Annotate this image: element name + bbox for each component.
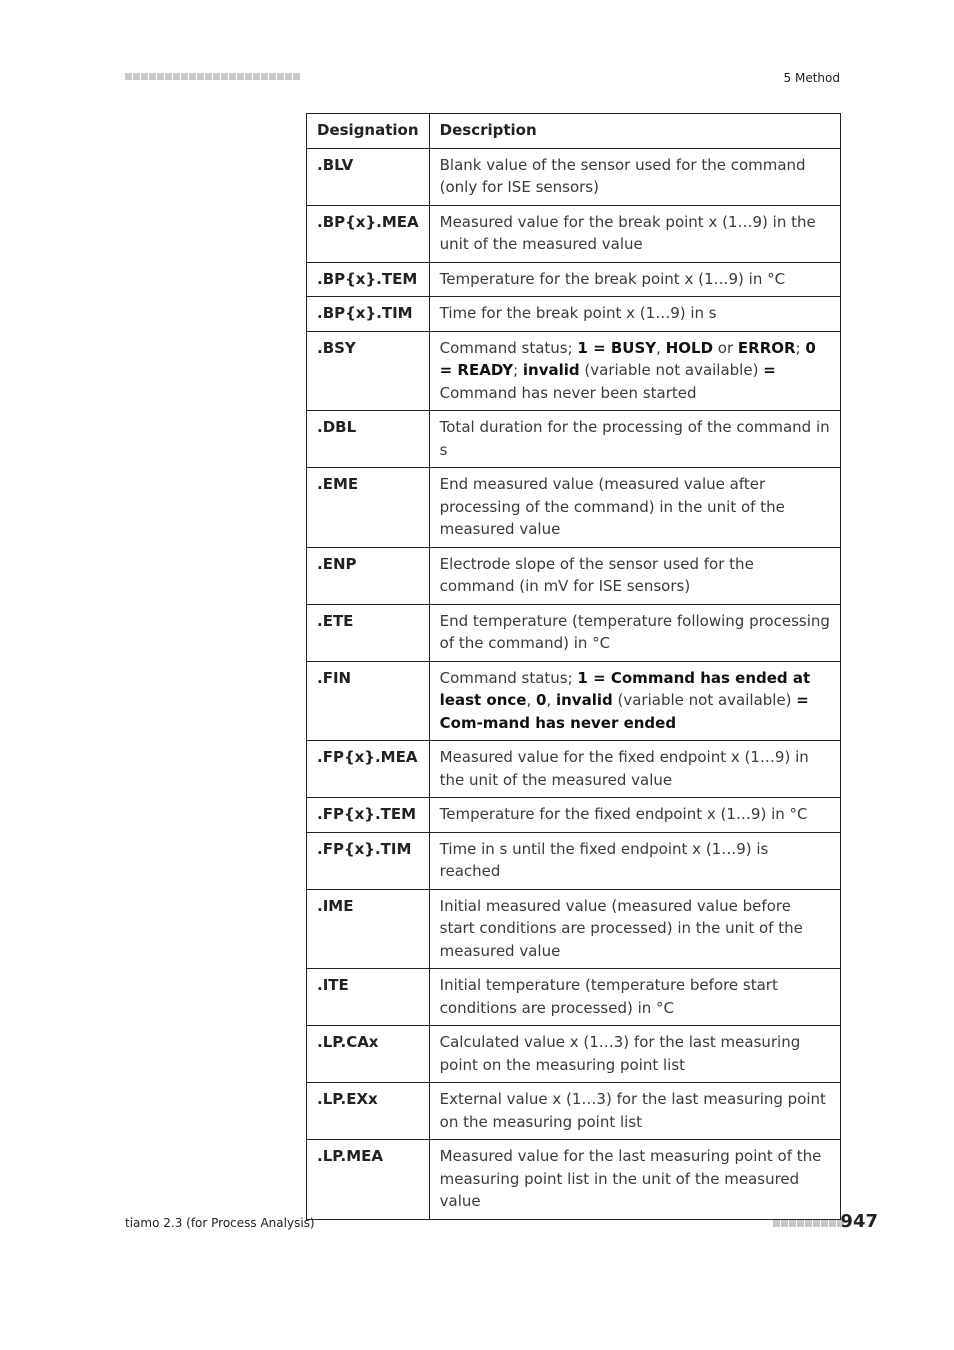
section-title: 5 Method xyxy=(783,71,840,85)
description-cell: Calculated value x (1…3) for the last measuring point on the measuring point list xyxy=(429,1026,840,1083)
designation-cell: .BP{x}.TIM xyxy=(307,297,430,332)
designation-cell: .BP{x}.TEM xyxy=(307,262,430,297)
header-decoration xyxy=(125,73,300,80)
table-row xyxy=(307,205,841,262)
description-cell: Measured value for the fixed endpoint x (1…9) in the unit of the measured value xyxy=(429,741,840,798)
table-row xyxy=(307,661,841,741)
description-cell: Initial measured value (measured value before start conditions are processed) in the unit of the measured value xyxy=(429,889,840,969)
designation-cell: .FP{x}.TEM xyxy=(307,798,430,833)
table-row xyxy=(307,1140,841,1220)
table-row xyxy=(307,148,841,205)
footer-product: tiamo 2.3 (for Process Analysis) xyxy=(125,1216,315,1230)
description-cell: Temperature for the break point x (1…9) in °C xyxy=(429,262,840,297)
table-row xyxy=(307,969,841,1026)
designation-cell: .BP{x}.MEA xyxy=(307,205,430,262)
table-row xyxy=(307,262,841,297)
designation-cell: .FP{x}.MEA xyxy=(307,741,430,798)
table-row xyxy=(307,889,841,969)
description-cell: External value x (1…3) for the last measuring point on the measuring point list xyxy=(429,1083,840,1140)
designation-cell: .FIN xyxy=(307,661,430,741)
description-cell: Command status; 1 = BUSY, HOLD or ERROR; 0 = READY; invalid (variable not available) = Command has never been started xyxy=(429,331,840,411)
table-header-row xyxy=(307,114,841,149)
column-header-designation: Designation xyxy=(307,114,430,149)
designation-cell: .LP.MEA xyxy=(307,1140,430,1220)
table-row xyxy=(307,1026,841,1083)
description-cell: Command status; 1 = Command has ended at least once, 0, invalid (variable not available) = Com-mand has never ended xyxy=(429,661,840,741)
description-cell: Temperature for the fixed endpoint x (1…9) in °C xyxy=(429,798,840,833)
designation-cell: .BSY xyxy=(307,331,430,411)
table-row xyxy=(307,331,841,411)
table-row xyxy=(307,297,841,332)
table-row xyxy=(307,468,841,548)
designation-cell: .BLV xyxy=(307,148,430,205)
footer-decoration xyxy=(773,1220,844,1227)
table-row xyxy=(307,547,841,604)
table-row xyxy=(307,1083,841,1140)
designation-cell: .LP.CAx xyxy=(307,1026,430,1083)
designation-cell: .EME xyxy=(307,468,430,548)
description-cell: End temperature (temperature following processing of the command) in °C xyxy=(429,604,840,661)
description-cell: Measured value for the last measuring point of the measuring point list in the unit of the measured value xyxy=(429,1140,840,1220)
description-cell: Total duration for the processing of the command in s xyxy=(429,411,840,468)
designation-cell: .LP.EXx xyxy=(307,1083,430,1140)
designation-cell: .ITE xyxy=(307,969,430,1026)
column-header-description: Description xyxy=(429,114,840,149)
description-cell: End measured value (measured value after processing of the command) in the unit of the measured value xyxy=(429,468,840,548)
description-cell: Blank value of the sensor used for the command (only for ISE sensors) xyxy=(429,148,840,205)
designation-cell: .IME xyxy=(307,889,430,969)
description-cell: Initial temperature (temperature before start conditions are processed) in °C xyxy=(429,969,840,1026)
description-cell: Time in s until the fixed endpoint x (1…9) is reached xyxy=(429,832,840,889)
page-number: 947 xyxy=(840,1211,878,1232)
table-row xyxy=(307,411,841,468)
variables-table xyxy=(306,113,841,1220)
table-row xyxy=(307,604,841,661)
designation-cell: .ENP xyxy=(307,547,430,604)
table-row xyxy=(307,741,841,798)
description-cell: Electrode slope of the sensor used for the command (in mV for ISE sensors) xyxy=(429,547,840,604)
table-row xyxy=(307,798,841,833)
designation-cell: .FP{x}.TIM xyxy=(307,832,430,889)
designation-cell: .ETE xyxy=(307,604,430,661)
designation-cell: .DBL xyxy=(307,411,430,468)
description-cell: Measured value for the break point x (1…9) in the unit of the measured value xyxy=(429,205,840,262)
description-cell: Time for the break point x (1…9) in s xyxy=(429,297,840,332)
table-row xyxy=(307,832,841,889)
